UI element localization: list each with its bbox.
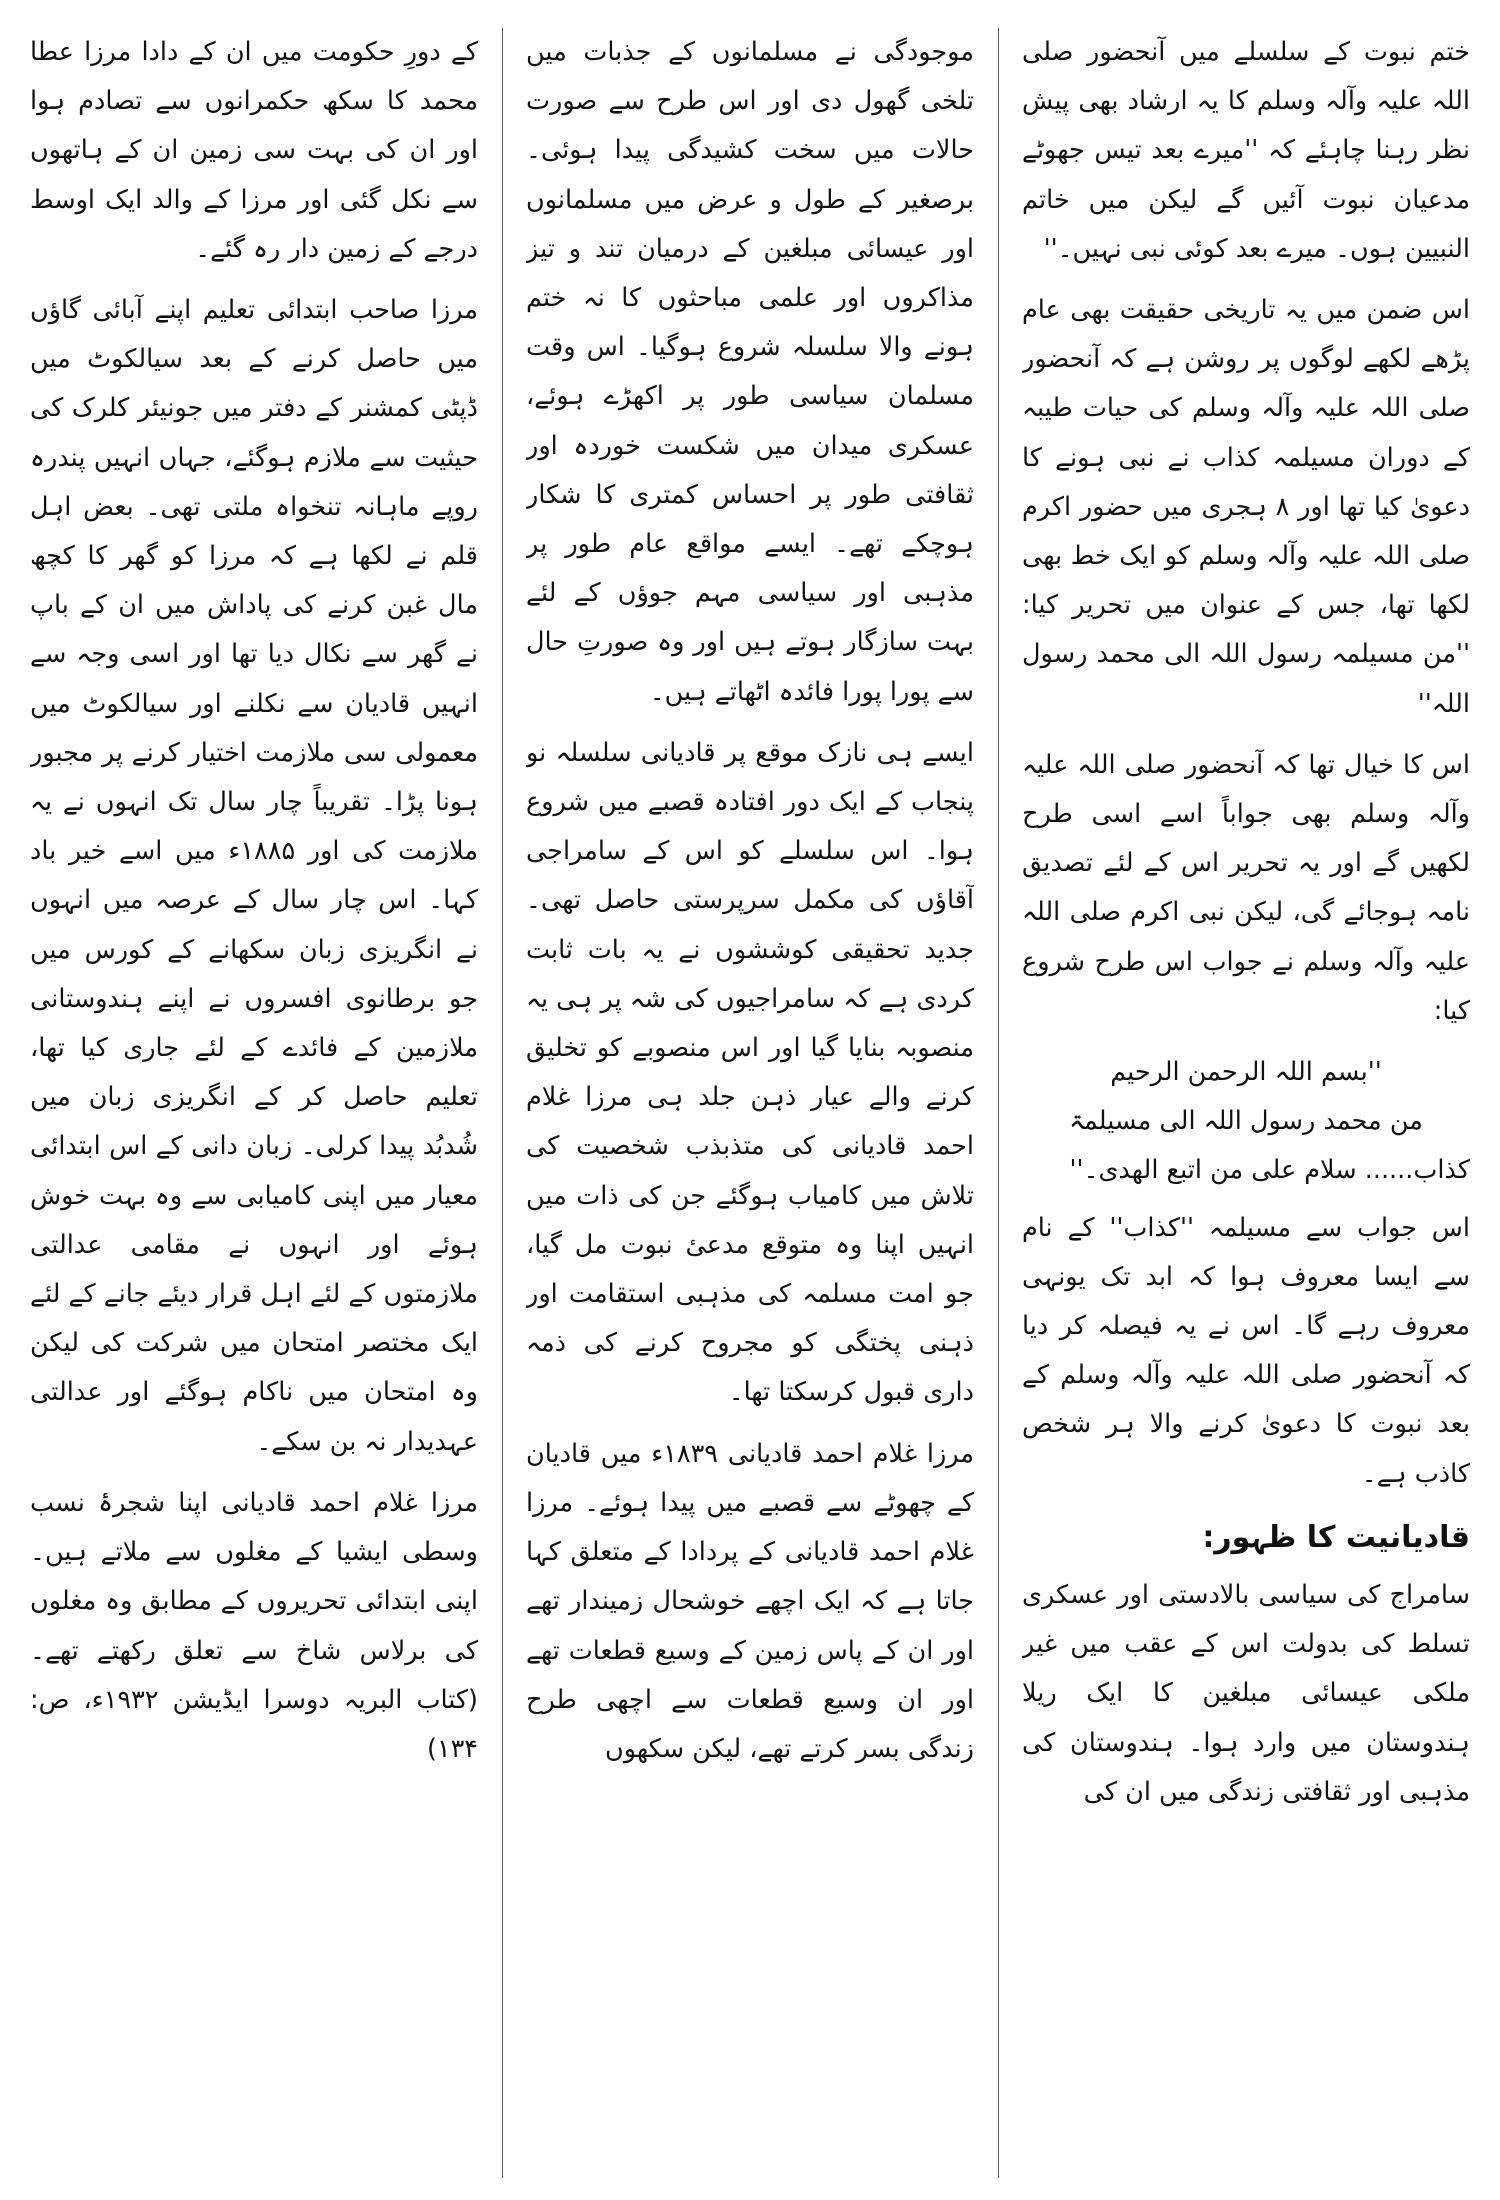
column-left <box>30 28 478 2178</box>
quoted-verse-line: ''بسم اللہ الرحمن الرحیم <box>1110 1057 1382 1088</box>
paragraph: اس جواب سے مسیلمہ ''کذاب'' کے نام سے ایسا معروف ہوا کہ ابد تک یونہی معروف رہے گا۔ اس نے یہ فیصلہ کر دیا کہ آنحضور صلی اللہ علیہ وآلہ وسلم کے بعد نبوت کا دعویٰ کرنے والا ہر شخص کاذب ہے۔ <box>1022 1212 1470 1489</box>
section-heading: قادیانیت کا ظہور: <box>1202 1519 1470 1555</box>
column-divider <box>502 28 503 2178</box>
column-right <box>1022 28 1470 2178</box>
column-divider <box>998 28 999 2178</box>
paragraph: سامراج کی سیاسی بالادستی اور عسکری تسلط کی بدولت اس کے عقب میں غیر ملکی عیسائی مبلغین کا ایک ریلا ہندوستان میں وارد ہوا۔ ہندوستان کی مذہبی اور ثقافتی زندگی میں ان کی <box>1022 1579 1470 1807</box>
paragraph: اس ضمن میں یہ تاریخی حقیقت بھی عام پڑھے لکھے لوگوں پر روشن ہے کہ آنحضور صلی اللہ علیہ وآلہ وسلم کی حیات طیبہ کے دوران مسیلمہ کذاب نے نبی ہونے کا دعویٰ کیا تھا اور ۸ ہجری میں حضور اکرم صلی اللہ علیہ وآلہ وسلم کو ایک خط بھی لکھا تھا، جس کے عنوان میں تحریر کیا: ''من مسیلمہ رسول اللہ الی محمد رسول اللہ'' <box>1022 295 1470 719</box>
paragraph: اس کا خیال تھا کہ آنحضور صلی اللہ علیہ وآلہ وسلم بھی جواباً اسے اسی طرح لکھیں گے اور یہ تحریر اس کے لئے تصدیق نامہ ہوجائے گی، لیکن نبی اکرم صلی اللہ علیہ وآلہ وسلم نے جواب اس طرح شروع کیا: <box>1022 749 1470 1026</box>
paragraph: کے دورِ حکومت میں ان کے دادا مرزا عطا محمد کا سکھ حکمرانوں سے تصادم ہوا اور ان کی بہت سی زمین ان کے ہاتھوں سے نکل گئی اور مرزا کے والد ایک اوسط درجے کے زمین دار رہ گئے۔ <box>30 37 478 264</box>
paragraph: مرزا غلام احمد قادیانی ۱۸۳۹ء میں قادیان کے چھوٹے سے قصبے میں پیدا ہوئے۔ مرزا غلام احمد قادیانی کے پردادا کے متعلق کہا جاتا ہے کہ ایک اچھے خوشحال زمیندار تھے اور ان کے پاس زمین کے وسیع قطعات تھے اور ان وسیع قطعات سے اچھی طرح زندگی بسر کرتے تھے، لیکن سکھوں <box>526 1438 974 1764</box>
quoted-verse-line: کذاب...... سلام علی من اتبع الھدی۔'' <box>1069 1155 1470 1186</box>
column-middle <box>526 28 974 2178</box>
paragraph: ایسے ہی نازک موقع پر قادیانی سلسلہ نو پنجاب کے ایک دور افتادہ قصبے میں شروع ہوا۔ اس سلسلے کو اس کے سامراجی آقاؤں کی مکمل سرپرستی حاصل تھی۔ جدید تحقیقی کوششوں نے یہ بات ثابت کردی ہے کہ سامراجیوں کی شہ پر ہی یہ منصوبہ بنایا گیا اور اس منصوبے کو تخلیق کرنے والے عیار ذہن جلد ہی مرزا غلام احمد قادیانی کی متذبذب شخصیت کی تلاش میں کامیاب ہوگئے جن کی ذات میں انہیں اپنا وہ متوقع مدعیٔ نبوت مل گیا، جو امت مسلمہ کی مذہبی استقامت اور ذہنی پختگی کو مجروح کرنے کی ذمہ داری قبول کرسکتا تھا۔ <box>526 737 974 1408</box>
paragraph: مرزا غلام احمد قادیانی اپنا شجرۂ نسب وسطی ایشیا کے مغلوں سے ملاتے ہیں۔ اپنی ابتدائی تحریروں کے مطابق وہ مغلوں کی برلاس شاخ سے تعلق رکھتے تھے۔ (کتاب البریہ دوسرا ایڈیشن ۱۹۳۲ء، ص: ۱۳۴) <box>30 1487 478 1764</box>
paragraph: مرزا صاحب ابتدائی تعلیم اپنے آبائی گاؤں میں حاصل کرنے کے بعد سیالکوٹ میں ڈپٹی کمشنر کے دفتر میں جونیئر کلرک کی حیثیت سے ملازم ہوگئے، جہاں انہیں پندرہ روپے ماہانہ تنخواہ ملتی تھی۔ بعض اہل قلم نے لکھا ہے کہ مرزا کو گھر کا کچھ مال غبن کرنے کی پاداش میں ان کے باپ نے گھر سے نکال دیا تھا اور اسی وجہ سے انہیں قادیان سے نکلنے اور سیالکوٹ میں معمولی سی ملازمت اختیار کرنے پر مجبور ہونا پڑا۔ تقریباً چار سال تک انہوں نے یہ ملازمت کی اور ۱۸۸۵ء میں اسے خیر باد کہا۔ اس چار سال کے عرصہ میں انہوں نے انگریزی زبان سکھانے کے کورس میں جو برطانوی افسروں نے اپنے ہندوستانی ملازمین کے فائدے کے لئے جاری کیا تھا، تعلیم حاصل کر کے انگریزی زبان میں شُدبُد پیدا کرلی۔ زبان دانی کے اس ابتدائی معیار میں اپنی کامیابی سے وہ بہت خوش ہوئے اور انہوں نے مقامی عدالتی ملازمتوں کے لئے اہل قرار دیئے جانے کے لئے ایک مختصر امتحان میں شرکت کی لیکن وہ امتحان میں ناکام ہوگئے اور عدالتی عہدیدار نہ بن سکے۔ <box>30 295 478 1457</box>
paragraph: ختم نبوت کے سلسلے میں آنحضور صلی اللہ علیہ وآلہ وسلم کا یہ ارشاد بھی پیش نظر رہنا چاہئے کہ ''میرے بعد تیس جھوٹے مدعیان نبوت آئیں گے لیکن میں خاتم النبیین ہوں۔ میرے بعد کوئی نبی نہیں۔'' <box>1022 37 1470 264</box>
quoted-verse-line: من محمد رسول اللہ الی مسیلمۃ <box>1069 1106 1423 1137</box>
paragraph: موجودگی نے مسلمانوں کے جذبات میں تلخی گھول دی اور اس طرح سے صورت حالات میں سخت کشیدگی پیدا ہوئی۔ برصغیر کے طول و عرض میں مسلمانوں اور عیسائی مبلغین کے درمیان تند و تیز مذاکروں اور علمی مباحثوں کا نہ ختم ہونے والا سلسلہ شروع ہوگیا۔ اس وقت مسلمان سیاسی طور پر اکھڑے ہوئے، عسکری میدان میں شکست خوردہ اور ثقافتی طور پر احساس کمتری کا شکار ہوچکے تھے۔ ایسے مواقع عام طور پر مذہبی اور سیاسی مہم جوؤں کے لئے بہت سازگار ہوتے ہیں اور وہ صورتِ حال سے پورا پورا فائدہ اٹھاتے ہیں۔ <box>526 37 974 707</box>
